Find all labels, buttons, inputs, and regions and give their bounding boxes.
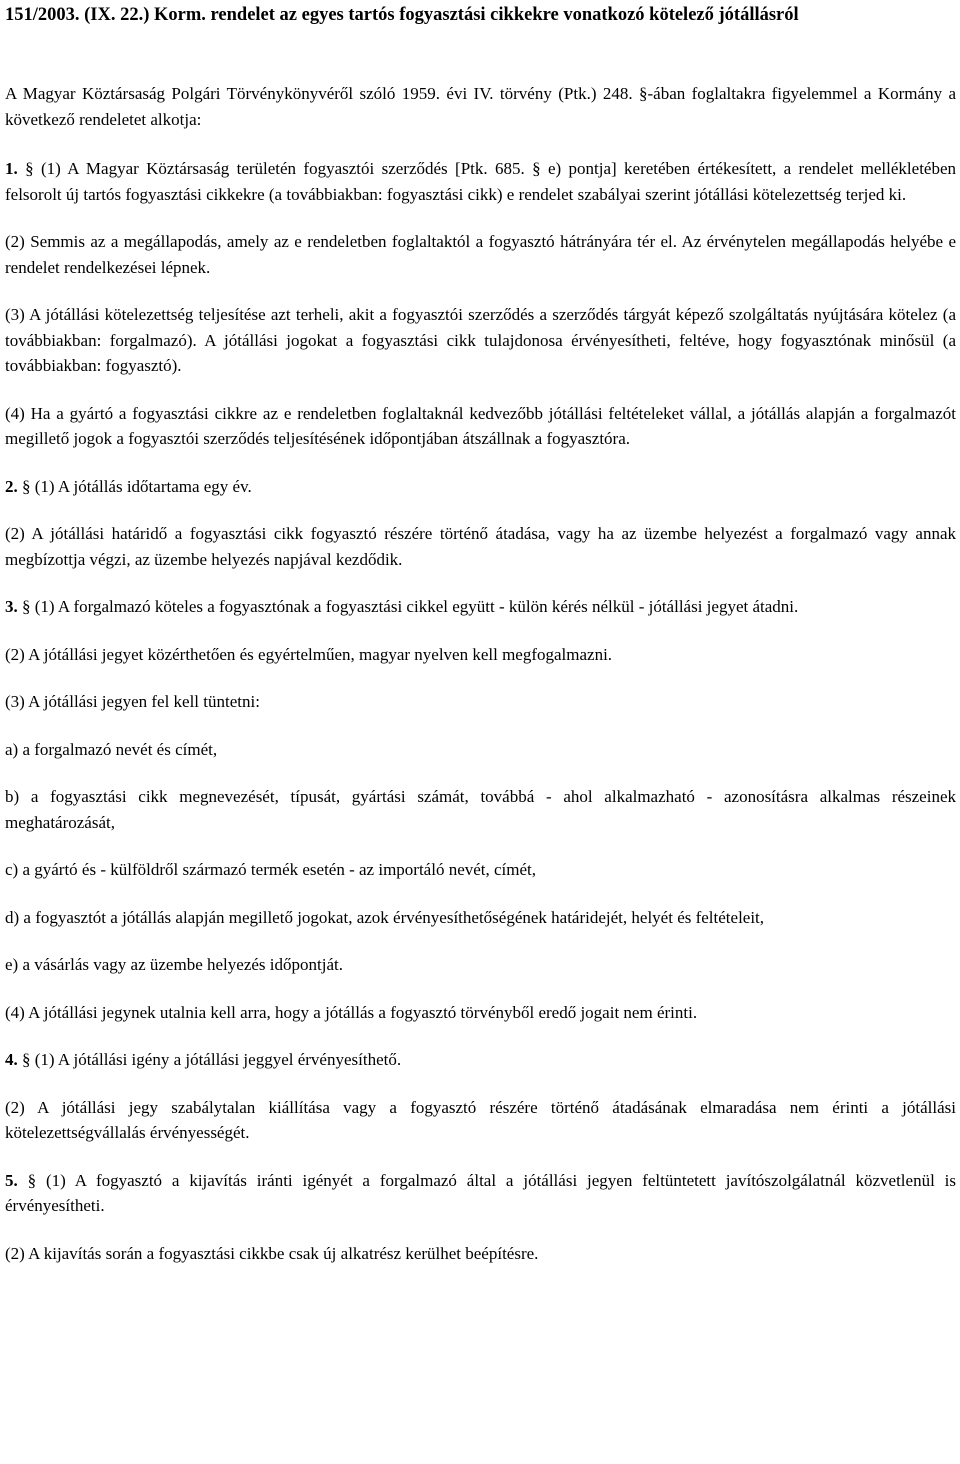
- section-number: 3.: [5, 597, 18, 616]
- paragraph-text: (2) A jótállási határidő a fogyasztási cikk fogyasztó részére történő átadása, vagy ha az üzembe helyezést a forgalmazó vagy annak megbízottja végzi, az üzembe helyezés napjával kezdődik.: [5, 524, 956, 569]
- paragraph-text: a) a forgalmazó nevét és címét,: [5, 739, 218, 759]
- paragraph-text: (2) Semmis az a megállapodás, amely az e rendeletben foglaltaktól a fogyasztó hátrányára tér el. Az érvénytelen megállapodás helyébe e rendelet rendelkezései lépnek.: [5, 232, 956, 277]
- list-item-a: [5, 737, 956, 763]
- list-item-c: [5, 857, 956, 883]
- paragraph-text: c) a gyártó és - külföldről származó termék esetén - az importáló nevét, címét,: [5, 860, 537, 879]
- section-4-paragraph-1: [5, 1047, 956, 1073]
- paragraph-text: e) a vásárlás vagy az üzembe helyezés időpontját.: [5, 955, 343, 974]
- paragraph-text: § (1) A forgalmazó köteles a fogyasztónak a fogyasztási cikkel együtt - külön kérés nélkül - jótállási jegyet átadni.: [22, 597, 799, 616]
- list-item-d: [5, 905, 956, 931]
- section-number: 2.: [5, 476, 18, 496]
- paragraph-text: (2) A kijavítás során a fogyasztási cikkbe csak új alkatrész kerülhet beépítésre.: [5, 1243, 539, 1263]
- section-3-paragraph-1: [5, 594, 956, 620]
- paragraph-text: (3) A jótállási kötelezettség teljesítése azt terheli, akit a fogyasztói szerződés a szerződés tárgyát képező szolgáltatás nyújtására kötelez (a továbbiakban: forgalmazó). A jótállási jogokat a fogyasztási cikk tulajdonosa érvényesítheti, feltéve, hogy fogyasztónak minősül (a továbbiakban: fogyasztó).: [5, 305, 956, 375]
- paragraph-text: d) a fogyasztót a jótállás alapján megillető jogokat, azok érvényesíthetőségének határidejét, helyét és feltételeit,: [5, 907, 765, 927]
- paragraph-text: § (1) A fogyasztó a kijavítás iránti igényét a forgalmazó által a jótállási jegyen feltüntetett javítószolgálatnál közvetlenül is érvényesítheti.: [5, 1170, 956, 1215]
- paragraph-text: (3) A jótállási jegyen fel kell tüntetni:: [5, 692, 260, 711]
- section-3-paragraph-2: [5, 642, 956, 668]
- paragraph-text: § (1) A Magyar Köztársaság területén fogyasztói szerződés [Ptk. 685. § e) pontja] keretében értékesített, a rendelet mellékletében felsorolt új tartós fogyasztási cikkekre (a továbbiakban: fogyasztási cikk) e rendelet szabályai szerint jótállási kötelezettség terjed ki.: [5, 159, 957, 204]
- section-1-paragraph-1: [5, 156, 956, 207]
- document-title: 151/2003. (IX. 22.) Korm. rendelet az egyes tartós fogyasztási cikkekre vonatkozó kötelező jótállásról: [5, 5, 799, 25]
- section-3-paragraph-3: [5, 689, 956, 715]
- section-4-paragraph-2: [5, 1095, 956, 1146]
- preamble-paragraph: [5, 81, 956, 132]
- section-number: 4.: [5, 1050, 18, 1069]
- paragraph-text: (2) A jótállási jegy szabálytalan kiállítása vagy a fogyasztó részére történő átadásának elmaradása nem érinti a jótállási kötelezettségvállalás érvényességét.: [5, 1097, 956, 1142]
- paragraph-text: b) a fogyasztási cikk megnevezését, típusát, gyártási számát, továbbá - ahol alkalmazható - azonosításra alkalmas részeinek meghatározását,: [5, 787, 956, 832]
- list-item-b: [5, 784, 956, 835]
- section-3-paragraph-4: [5, 1000, 956, 1026]
- section-number: 1.: [5, 159, 18, 178]
- paragraph-text: (4) A jótállási jegynek utalnia kell arra, hogy a jótállás a fogyasztó törvényből eredő jogait nem érinti.: [5, 1002, 698, 1022]
- section-2-paragraph-1: [5, 474, 956, 500]
- paragraph-text: § (1) A jótállási igény a jótállási jeggyel érvényesíthető.: [22, 1050, 402, 1069]
- section-number: 5.: [5, 1170, 18, 1190]
- section-5-paragraph-1: [5, 1168, 956, 1219]
- section-1-paragraph-2: [5, 229, 956, 280]
- section-1-paragraph-3: [5, 302, 956, 379]
- paragraph-text: (2) A jótállási jegyet közérthetően és egyértelműen, magyar nyelven kell megfogalmazni.: [5, 644, 613, 664]
- paragraph-text: A Magyar Köztársaság Polgári Törvénykönyvéről szóló 1959. évi IV. törvény (Ptk.) 248. §-ában foglaltakra figyelemmel a Kormány a következő rendeletet alkotja:: [5, 84, 956, 129]
- section-1-paragraph-4: [5, 401, 956, 452]
- section-5-paragraph-2: [5, 1241, 956, 1267]
- section-2-paragraph-2: [5, 521, 956, 572]
- list-item-e: [5, 952, 956, 978]
- paragraph-text: (4) Ha a gyártó a fogyasztási cikkre az e rendeletben foglaltaknál kedvezőbb jótállási feltételeket vállal, a jótállás alapján a forgalmazót megillető jogok a fogyasztói szerződés teljesítésének időpontjában átszállnak a fogyasztóra.: [5, 403, 956, 448]
- paragraph-text: § (1) A jótállás időtartama egy év.: [22, 476, 252, 496]
